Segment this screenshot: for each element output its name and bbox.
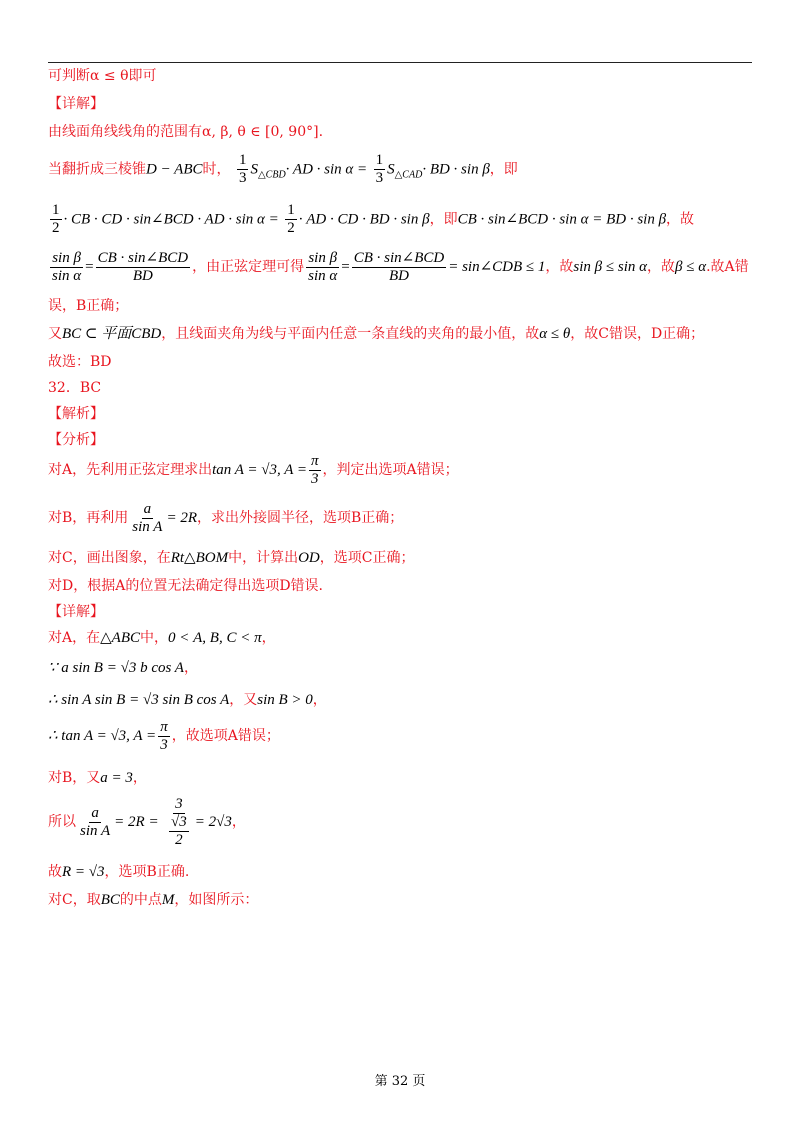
text-line: 对C，取BC的中点M，如图所示： — [48, 892, 259, 908]
text-line: 故R = √3，选项B正确. — [48, 864, 190, 880]
text-line: 对B，又a = 3， — [48, 770, 147, 786]
text-line: 对C，画出图象，在Rt△BOM中，计算出OD，选项C正确； — [48, 550, 415, 566]
text-line: ∴ sin A sin B = √3 sin B cos A，又sin B > 0， — [48, 692, 327, 708]
text-line: 对B，再利用 $\frac{a}{\text{sin A}}$ = 2R，求出外接圆半径，选项B正确； — [48, 500, 404, 535]
text-line: 所以 $\frac{a}{\text{sin A}}$ = 2R = $\frac{3}{\frac{√3}{2}}$ = 2√3， — [48, 795, 246, 848]
text-line: 可判断α ≤ θ即可 — [48, 68, 157, 84]
header-rule — [48, 62, 752, 63]
text-line: 当翻折成三棱锥D − ABC时， $\frac{1}{3}$ $S_{\triangle CBD}\cdot$ AD · sin α = $\frac{1}{3}$ $S_{\triangle CAD}\cdot$ BD · sin β，即 — [48, 152, 518, 186]
text-line: 又BC ⊂ 平面CBD，且线面夹角为线与平面内任意一条直线的夹角的最小值，故α ≤ θ，故C错误，D正确； — [48, 326, 705, 342]
section-heading: 【分析】 — [48, 432, 104, 448]
section-heading: 【解析】 — [48, 406, 104, 422]
text-line: 故选：BD — [48, 354, 112, 370]
page-number: 第 32 页 — [374, 1074, 426, 1089]
question-number: 32．BC — [48, 380, 102, 396]
text-line: 对A，先利用正弦定理求出tan A = √3, A = $\frac{\pi}{3}$ ，判定出选项A错误； — [48, 452, 459, 487]
text-line: ∴ tan A = √3, A = $\frac{\pi}{3}$ ，故选项A错误； — [48, 718, 280, 753]
section-heading: 【详解】 — [48, 604, 104, 620]
text-line: 对D，根据A的位置无法确定得出选项D错误. — [48, 578, 324, 594]
text-line: 对A，在△ABC中，0 < A, B, C < π， — [48, 630, 276, 646]
text-line: ∵ a sin B = √3 b cos A， — [48, 660, 198, 676]
text-line: $\frac{1}{2}$ · CB · CD · sin∠BCD · AD · sin α = $\frac{1}{2}$ · AD · CD · BD · sin β，即CB · sin∠BCD · sin α = BD · sin β，故 — [52, 202, 695, 236]
section-heading: 【详解】 — [48, 96, 104, 112]
text-line: $\frac{\text{sin β}}{\text{sin α}}$ = $\frac{\text{CB · sin∠BCD}}{BD}$ ，由正弦定理可得 $\frac{\text{sin β}}{\text{sin α}}$ = $\frac{\text{CB · sin∠BCD}}{BD}$ = sin∠CDB ≤ 1，故sin β ≤ sin α，故β ≤ α.故A错 — [52, 249, 749, 284]
text-line: 由线面角线线角的范围有α, β, θ ∈ [0, 90°]. — [48, 124, 324, 140]
text-line: 误，B正确； — [48, 298, 129, 314]
